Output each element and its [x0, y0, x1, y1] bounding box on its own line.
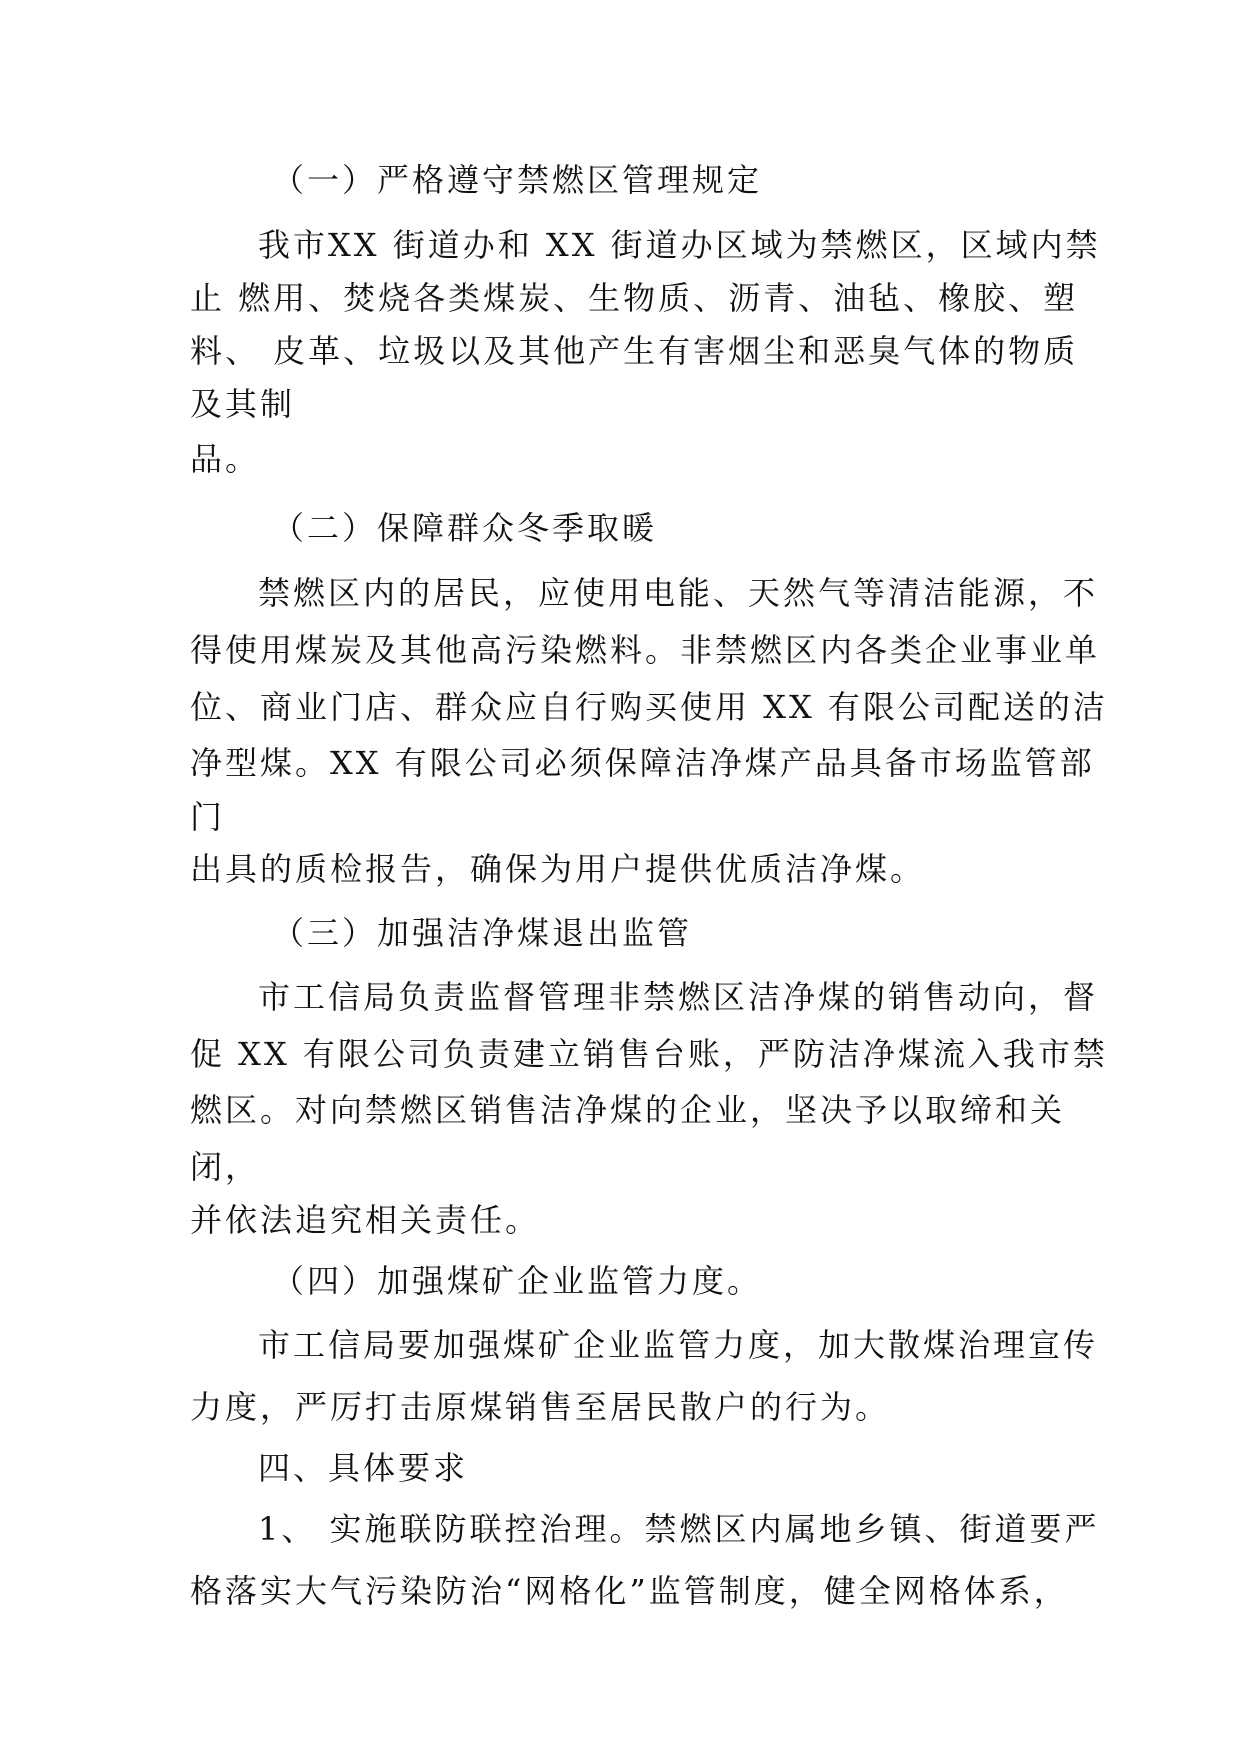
section-heading-3: （三）加强洁净煤退出监管: [272, 914, 693, 952]
paragraph-line: 闭，: [190, 1148, 261, 1186]
paragraph-line: 止 燃用、焚烧各类煤炭、生物质、沥青、油毡、橡胶、塑: [190, 279, 1079, 317]
paragraph-line: 出具的质检报告，确保为用户提供优质洁净煤。: [190, 850, 926, 888]
paragraph-line: 品。: [190, 440, 261, 478]
paragraph-line: 净型煤。XX 有限公司必须保障洁净煤产品具备市场监管部: [190, 744, 1095, 782]
section-heading-requirements: 四、具体要求: [258, 1449, 469, 1487]
paragraph-line: 力度，严厉打击原煤销售至居民散户的行为。: [190, 1388, 891, 1426]
paragraph-line: 门: [190, 798, 226, 836]
section-heading-1: （一）严格遵守禁燃区管理规定: [272, 161, 763, 199]
paragraph-line: 得使用煤炭及其他高污染燃料。非禁燃区内各类企业事业单: [190, 631, 1101, 669]
paragraph-line: 位、商业门店、群众应自行购买使用 XX 有限公司配送的洁: [190, 688, 1108, 726]
paragraph-line: 燃区。对向禁燃区销售洁净煤的企业，坚决予以取缔和关: [190, 1091, 1066, 1129]
paragraph-line: 我市XX 街道办和 XX 街道办区域为禁燃区，区域内禁: [258, 226, 1101, 264]
paragraph-line: 料、 皮革、垃圾以及其他产生有害烟尘和恶臭气体的物质: [190, 332, 1079, 370]
paragraph-line: 促 XX 有限公司负责建立销售台账，严防洁净煤流入我市禁: [190, 1035, 1108, 1073]
numbered-item-1: 1、 实施联防联控治理。禁燃区内属地乡镇、街道要严: [258, 1510, 1100, 1548]
section-heading-4: （四）加强煤矿企业监管力度。: [272, 1262, 763, 1300]
paragraph-line: 格落实大气污染防治“网格化”监管制度，健全网格体系，: [190, 1572, 1069, 1610]
paragraph-line: 市工信局负责监督管理非禁燃区洁净煤的销售动向，督: [258, 978, 1099, 1016]
paragraph-line: 及其制: [190, 385, 296, 423]
paragraph-line: 并依法追究相关责任。: [190, 1201, 541, 1239]
paragraph-line: 禁燃区内的居民，应使用电能、天然气等清洁能源，不: [258, 574, 1099, 612]
paragraph-line: 市工信局要加强煤矿企业监管力度，加大散煤治理宣传: [258, 1326, 1099, 1364]
section-heading-2: （二）保障群众冬季取暖: [272, 509, 658, 547]
